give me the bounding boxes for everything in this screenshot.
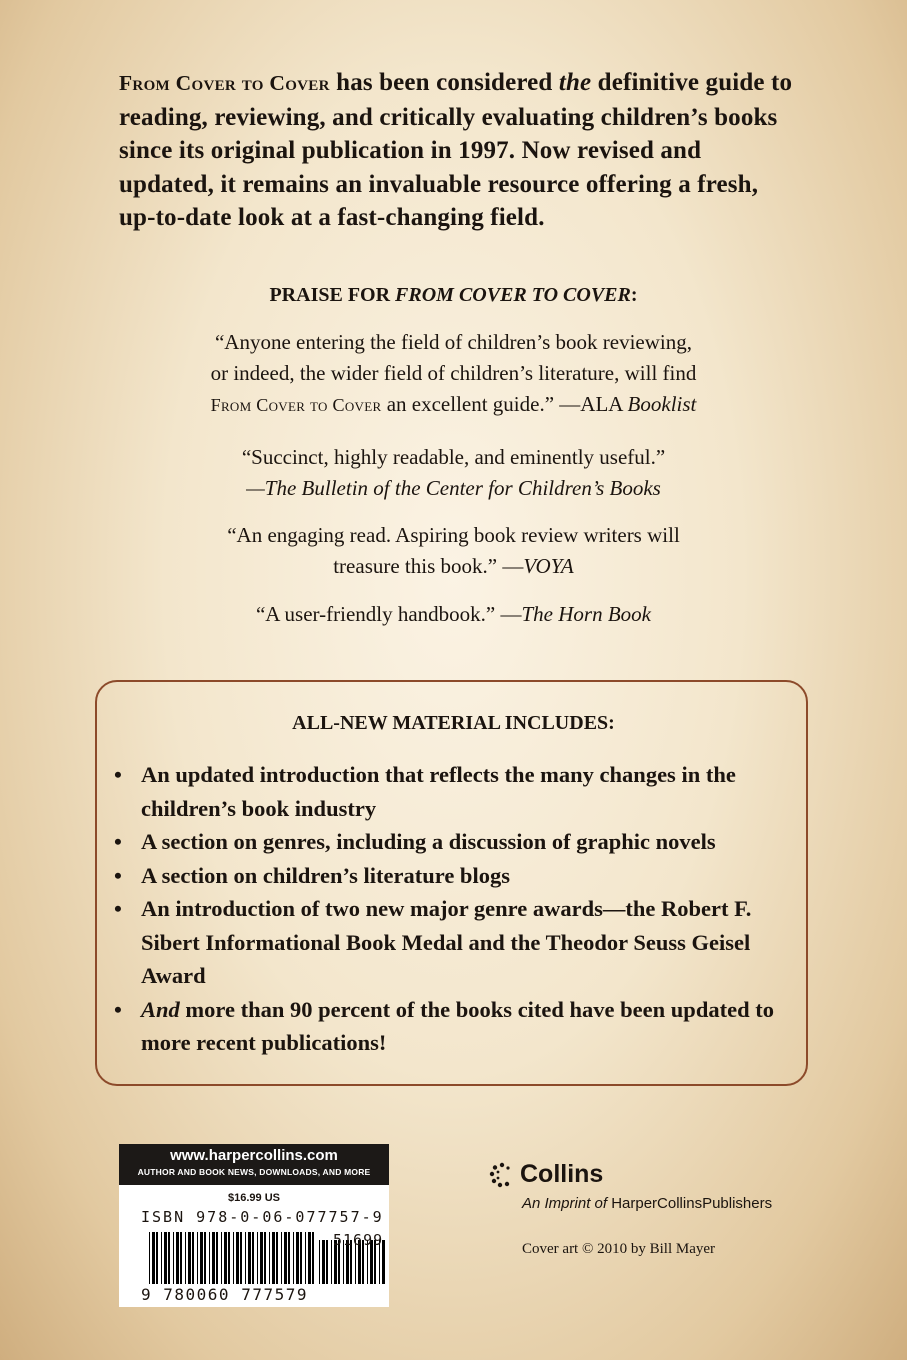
new-material-list — [114, 758, 804, 1060]
bullet-icon: • — [114, 996, 122, 1022]
quote-line: or indeed, the wider field of children’s literature, will find — [210, 361, 697, 385]
list-item-text: An updated introduction that reflects the many changes in the children’s book industry — [141, 762, 736, 821]
list-item-text: A section on children’s literature blogs — [141, 862, 510, 888]
barcode-banner — [119, 1144, 389, 1185]
new-material-heading: ALL-NEW MATERIAL INCLUDES: — [292, 712, 615, 734]
website-tagline: AUTHOR AND BOOK NEWS, DOWNLOADS, AND MORE — [137, 1167, 371, 1177]
intro-text-2: definitive guide to reading, reviewing, and critically evaluating children’s books since its original publication in 1997. Now revised and updated, it remains an invaluable resource offering a fresh, up-to-date look at a fast-changing field. — [119, 69, 793, 231]
intro-emphasis: the — [558, 69, 592, 96]
quote-text: treasure this book.” — — [333, 554, 524, 578]
quote-line: “Anyone entering the field of children’s book reviewing, — [214, 330, 693, 354]
imprint-line — [522, 1195, 808, 1212]
quote-line — [0, 389, 907, 421]
book-title-smallcaps: From Cover to Cover — [210, 395, 382, 415]
praise-quote-bulletin — [0, 442, 907, 504]
praise-heading-prefix: PRAISE FOR — [269, 284, 396, 306]
quote-text: an excellent guide.” —ALA — [381, 392, 628, 416]
barcode-panel — [119, 1144, 389, 1307]
list-item — [114, 993, 804, 1060]
quote-source: Booklist — [627, 392, 697, 416]
cover-art-credit: Cover art © 2010 by Bill Mayer — [522, 1241, 716, 1257]
bullet-icon: • — [114, 829, 122, 854]
publisher-block — [488, 1160, 808, 1212]
praise-heading — [0, 284, 907, 307]
praise-quote-hornbook — [0, 599, 907, 630]
ean-number: 9 780060 777579 — [141, 1285, 308, 1304]
ean-barcode-icon — [149, 1232, 315, 1284]
praise-heading-title: FROM COVER TO COVER — [395, 284, 631, 306]
list-item — [114, 859, 804, 893]
bullet-icon: • — [114, 762, 122, 787]
bullet-icon: • — [114, 862, 122, 888]
list-item-emphasis: And — [141, 996, 180, 1022]
publisher-name: Collins — [520, 1160, 604, 1188]
quote-line: “Succinct, highly readable, and eminently useful.” — [241, 445, 666, 469]
price-label: $16.99 US — [228, 1192, 280, 1204]
collins-dots-icon — [488, 1161, 516, 1189]
website-url[interactable]: www.harpercollins.com — [170, 1147, 338, 1164]
list-item-text: more than 90 percent of the books cited have been updated to more recent publications! — [141, 996, 774, 1055]
praise-quote-voya — [0, 520, 907, 582]
imprint-prefix: An Imprint of — [522, 1195, 612, 1212]
intro-text-1: has been considered — [329, 69, 559, 96]
bullet-icon: • — [114, 896, 122, 921]
isbn-label: ISBN 978-0-06-077757-9 — [141, 1208, 384, 1226]
addon-number: 51699 — [333, 1231, 384, 1249]
quote-line — [0, 551, 907, 582]
list-item — [114, 758, 804, 825]
list-item — [114, 825, 804, 859]
quote-source: —The Bulletin of the Center for Children’s Books — [246, 476, 661, 500]
quote-line — [0, 599, 907, 630]
list-item-text: A section on genres, including a discussion of graphic novels — [141, 829, 716, 854]
book-title-smallcaps: From Cover to Cover — [119, 71, 330, 95]
intro-paragraph — [119, 66, 799, 235]
quote-line — [0, 473, 907, 504]
quote-text: “A user-friendly handbook.” — — [255, 602, 522, 626]
imprint-name: HarperCollinsPublishers — [611, 1195, 773, 1212]
list-item-text: An introduction of two new major genre awards—the Robert F. Sibert Informational Book Medal and the Theodor Seuss Geisel Award — [141, 896, 752, 988]
collins-logo — [488, 1160, 808, 1189]
praise-heading-suffix: : — [630, 284, 638, 306]
quote-line: “An engaging read. Aspiring book review writers will — [227, 523, 680, 547]
list-item — [114, 892, 804, 993]
praise-quote-booklist — [0, 327, 907, 421]
quote-source: VOYA — [523, 554, 574, 578]
quote-source: The Horn Book — [521, 602, 651, 626]
